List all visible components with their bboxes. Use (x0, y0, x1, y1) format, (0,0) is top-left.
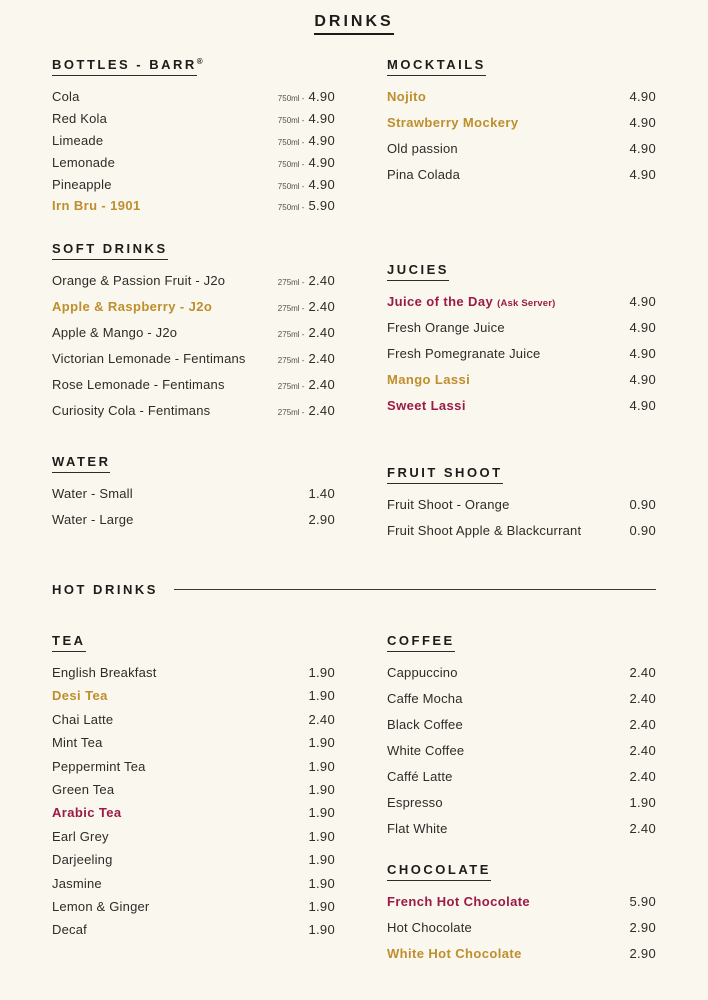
item-price-group (629, 140, 656, 158)
section-heading-text: WATER (52, 454, 110, 473)
page-title: DRINKS (314, 13, 393, 35)
item-price: 4.90 (629, 372, 656, 387)
item-price-group (629, 820, 656, 838)
item-label-group (387, 397, 466, 415)
item-price-group (629, 945, 656, 963)
item-label-group (387, 664, 458, 682)
item-label-group (52, 687, 108, 705)
bottom-left-column (52, 633, 335, 945)
item-label: French Hot Chocolate (387, 894, 531, 909)
menu-item-row (52, 298, 335, 324)
item-price-group (278, 376, 335, 394)
item-label-group (387, 690, 463, 708)
item-price: 4.90 (308, 132, 335, 148)
item-price: 1.90 (308, 852, 335, 868)
item-label: English Breakfast (52, 665, 157, 680)
item-label: Fresh Pomegranate Juice (387, 346, 541, 361)
item-label-group (387, 794, 443, 812)
item-price: 2.90 (629, 946, 656, 961)
item-price-group (629, 716, 656, 734)
item-label-group (52, 154, 115, 172)
item-price: 2.40 (308, 299, 335, 315)
item-price-group (308, 921, 335, 939)
item-size: 750ml - (277, 137, 305, 147)
section-heading (387, 862, 656, 881)
item-note: (Ask Server) (497, 298, 556, 309)
menu-item-row (52, 350, 335, 376)
item-label-group (52, 804, 122, 822)
item-price: 1.90 (308, 922, 335, 938)
item-price: 4.90 (629, 89, 656, 104)
item-label: Darjeeling (52, 852, 113, 868)
bottom-menu-grid (0, 633, 708, 971)
item-label: Lemon & Ginger (52, 898, 150, 914)
item-price: 4.90 (308, 111, 335, 127)
item-label-group (387, 742, 464, 760)
section-heading (52, 454, 335, 473)
item-label: Mint Tea (52, 735, 103, 751)
menu-item-row (387, 742, 656, 768)
item-price: 4.90 (629, 167, 656, 182)
item-price: 2.40 (308, 273, 335, 289)
item-price-group (629, 397, 656, 415)
item-price: 1.90 (308, 688, 335, 704)
item-price: 4.90 (308, 89, 335, 105)
item-label-group (52, 898, 149, 916)
item-price-group (629, 690, 656, 708)
item-size: 750ml - (277, 203, 305, 213)
item-price: 2.40 (308, 377, 335, 393)
menu-item-list (52, 664, 335, 945)
menu-item-list (387, 88, 656, 192)
menu-item-row (52, 511, 335, 537)
item-label: Water - Large (52, 512, 134, 528)
item-price: 0.90 (629, 523, 656, 538)
divider-line (174, 589, 656, 590)
item-label: Espresso (387, 795, 443, 810)
item-price-group (278, 298, 335, 316)
item-price-group (308, 734, 335, 752)
menu-item-row (52, 898, 335, 921)
item-price-group (308, 758, 335, 776)
item-price: 2.40 (629, 717, 656, 732)
menu-item-row (52, 804, 335, 827)
item-price: 1.40 (308, 486, 335, 502)
item-price: 5.90 (308, 198, 335, 214)
item-label: Fruit Shoot - Orange (387, 497, 510, 512)
menu-item-row (52, 921, 335, 944)
item-label: White Hot Chocolate (387, 946, 522, 961)
item-price-group (629, 293, 656, 311)
item-price-group (629, 794, 656, 812)
item-label-group (387, 114, 518, 132)
item-price-group (629, 768, 656, 786)
item-label: Decaf (52, 922, 87, 938)
menu-item-row (387, 114, 656, 140)
item-label: Lemonade (52, 154, 116, 170)
item-price: 1.90 (308, 758, 335, 774)
item-label: Arabic Tea (52, 805, 122, 821)
menu-item-row (387, 88, 656, 114)
item-price-group (629, 319, 656, 337)
item-price: 2.90 (308, 512, 335, 528)
menu-item-row (52, 758, 335, 781)
item-price: 2.40 (308, 711, 335, 727)
item-price: 1.90 (308, 781, 335, 797)
item-price-group (308, 804, 335, 822)
item-label: Hot Chocolate (387, 920, 472, 935)
item-price: 1.90 (308, 875, 335, 891)
item-label-group (52, 781, 114, 799)
menu-item-row (387, 371, 656, 397)
item-label-group (52, 176, 112, 194)
item-price: 4.90 (308, 176, 335, 192)
item-label: Caffe Mocha (387, 691, 463, 706)
item-price-group (629, 88, 656, 106)
menu-item-list (52, 485, 335, 537)
item-price-group (308, 711, 335, 729)
item-label: Curiosity Cola - Fentimans (52, 403, 211, 419)
item-price-group (278, 88, 335, 106)
item-price-group (278, 402, 335, 420)
item-label: Pina Colada (387, 167, 461, 182)
item-price: 4.90 (308, 154, 335, 170)
item-label: Pineapple (52, 176, 112, 192)
menu-item-row (52, 110, 335, 132)
menu-item-row (387, 794, 656, 820)
menu-item-list (52, 272, 335, 428)
item-price: 2.40 (308, 351, 335, 367)
menu-item-list (387, 664, 656, 846)
item-price: 4.90 (629, 346, 656, 361)
item-price: 1.90 (308, 828, 335, 844)
item-price: 1.90 (308, 898, 335, 914)
item-label-group (387, 919, 472, 937)
item-price-group (629, 114, 656, 132)
menu-item-row (387, 496, 656, 522)
item-label-group (387, 166, 460, 184)
item-label: Apple & Raspberry - J2o (52, 299, 213, 315)
item-price-group (308, 828, 335, 846)
menu-item-row (52, 197, 335, 219)
item-label: Caffé Latte (387, 769, 453, 784)
item-size: 275ml - (277, 304, 305, 314)
item-label-group (387, 319, 505, 337)
item-label: Fresh Orange Juice (387, 320, 505, 335)
item-price-group (278, 272, 335, 290)
item-label: Jasmine (52, 875, 102, 891)
item-size: 750ml - (277, 94, 305, 104)
item-label: Flat White (387, 821, 448, 836)
menu-item-row (52, 781, 335, 804)
item-price: 4.90 (629, 115, 656, 130)
item-price-group (278, 197, 335, 215)
menu-item-row (52, 851, 335, 874)
item-label-group (387, 293, 555, 311)
item-size: 275ml - (277, 356, 305, 366)
item-price-group (278, 324, 335, 342)
item-label-group (52, 324, 177, 342)
item-label-group (52, 711, 113, 729)
section-heading (387, 465, 656, 484)
item-label-group (387, 88, 426, 106)
section-heading-text: TEA (52, 633, 86, 652)
section-heading (52, 241, 335, 260)
item-price: 2.40 (308, 403, 335, 419)
item-price: 4.90 (629, 320, 656, 335)
item-label: Nojito (387, 89, 427, 104)
item-label: Desi Tea (52, 688, 108, 704)
menu-item-row (52, 687, 335, 710)
item-label-group (387, 496, 510, 514)
menu-item-row (387, 664, 656, 690)
item-price-group (278, 176, 335, 194)
menu-item-row (387, 945, 656, 971)
item-label-group (52, 132, 103, 150)
item-price: 2.40 (629, 821, 656, 836)
item-label: Peppermint Tea (52, 758, 146, 774)
item-size: 275ml - (277, 382, 305, 392)
menu-item-row (52, 324, 335, 350)
item-price: 2.90 (629, 920, 656, 935)
menu-item-row (52, 402, 335, 428)
item-price-group (308, 898, 335, 916)
menu-item-row (387, 397, 656, 423)
menu-item-row (387, 345, 656, 371)
menu-item-row (52, 485, 335, 511)
item-price-group (308, 485, 335, 503)
item-size: 750ml - (277, 181, 305, 191)
menu-item-row (52, 376, 335, 402)
item-label: Sweet Lassi (387, 398, 466, 413)
item-price: 2.40 (308, 325, 335, 341)
menu-item-list (387, 496, 656, 548)
top-left-column (52, 57, 335, 537)
menu-item-row (52, 828, 335, 851)
item-price-group (308, 687, 335, 705)
item-label-group (52, 511, 134, 529)
item-label: Water - Small (52, 486, 133, 502)
menu-section-water (52, 454, 335, 537)
item-label-group (52, 664, 157, 682)
item-label: Limeade (52, 132, 104, 148)
item-label-group (52, 88, 80, 106)
section-heading-text: SOFT DRINKS (52, 241, 168, 260)
item-price-group (629, 496, 656, 514)
menu-item-row (52, 664, 335, 687)
menu-item-row (52, 734, 335, 757)
section-heading-text: JUCIES (387, 262, 449, 281)
menu-section-coffee (387, 633, 656, 846)
item-price: 5.90 (629, 894, 656, 909)
item-price-group (629, 664, 656, 682)
menu-item-row (387, 293, 656, 319)
item-price-group (629, 522, 656, 540)
item-label-group (52, 875, 102, 893)
item-price-group (308, 781, 335, 799)
item-label-group (387, 371, 470, 389)
item-price-group (308, 511, 335, 529)
item-price-group (629, 742, 656, 760)
item-label: Cappuccino (387, 665, 458, 680)
menu-section-tea (52, 633, 335, 945)
item-label: Fruit Shoot Apple & Blackcurrant (387, 523, 582, 538)
item-label-group (52, 376, 225, 394)
hot-drinks-label: HOT DRINKS (52, 582, 158, 597)
title-wrap (0, 0, 708, 35)
item-price: 2.40 (629, 665, 656, 680)
item-label-group (52, 851, 113, 869)
section-heading-text: BOTTLES - BARR (52, 57, 197, 76)
item-label-group (52, 734, 103, 752)
menu-section-fruit-shoot (387, 465, 656, 548)
item-label: Cola (52, 89, 80, 105)
menu-item-row (387, 166, 656, 192)
menu-item-list (387, 293, 656, 423)
item-price-group (278, 350, 335, 368)
menu-item-row (387, 690, 656, 716)
item-label: Strawberry Mockery (387, 115, 519, 130)
item-label-group (52, 298, 212, 316)
item-label-group (387, 716, 463, 734)
item-label: Juice of the Day (387, 294, 494, 309)
item-label: Irn Bru - 1901 (52, 198, 141, 214)
item-price-group (629, 919, 656, 937)
item-label: Orange & Passion Fruit - J2o (52, 273, 226, 289)
item-label: Chai Latte (52, 711, 114, 727)
item-price: 2.40 (629, 691, 656, 706)
item-price-group (278, 110, 335, 128)
menu-item-row (52, 272, 335, 298)
item-label-group (52, 350, 246, 368)
item-label: Rose Lemonade - Fentimans (52, 377, 225, 393)
item-label: Old passion (387, 141, 458, 156)
menu-section-mocktails (387, 57, 656, 192)
menu-section-bottles-barr (52, 57, 335, 219)
menu-section-jucies (387, 262, 656, 423)
item-price: 4.90 (629, 294, 656, 309)
menu-item-row (387, 919, 656, 945)
menu-item-row (387, 140, 656, 166)
section-heading-text: MOCKTAILS (387, 57, 486, 76)
item-label: Red Kola (52, 111, 108, 127)
menu-item-list (52, 88, 335, 219)
item-label-group (52, 110, 107, 128)
item-label-group (52, 197, 141, 215)
item-label-group (387, 945, 522, 963)
item-label-group (387, 820, 448, 838)
menu-item-row (52, 88, 335, 110)
item-label: White Coffee (387, 743, 465, 758)
item-label: Mango Lassi (387, 372, 471, 387)
item-label: Apple & Mango - J2o (52, 325, 178, 341)
item-price-group (308, 664, 335, 682)
item-price: 0.90 (629, 497, 656, 512)
item-label-group (387, 140, 458, 158)
item-price: 1.90 (308, 805, 335, 821)
bottom-right-column (387, 633, 656, 971)
section-heading (387, 262, 656, 281)
section-heading (52, 633, 335, 652)
menu-item-row (52, 132, 335, 154)
item-label-group (52, 758, 146, 776)
top-menu-grid (0, 57, 708, 548)
section-heading (387, 633, 656, 652)
item-price-group (278, 154, 335, 172)
item-label-group (52, 485, 133, 503)
menu-item-row (52, 176, 335, 198)
menu-item-row (387, 820, 656, 846)
item-price-group (629, 345, 656, 363)
item-price: 4.90 (629, 398, 656, 413)
item-price-group (308, 875, 335, 893)
item-price-group (308, 851, 335, 869)
item-label: Black Coffee (387, 717, 463, 732)
menu-item-row (387, 319, 656, 345)
item-label: Victorian Lemonade - Fentimans (52, 351, 246, 367)
item-price: 2.40 (629, 769, 656, 784)
item-size: 275ml - (277, 278, 305, 288)
item-price-group (629, 893, 656, 911)
item-size: 275ml - (277, 408, 305, 418)
item-label-group (52, 828, 109, 846)
section-heading (52, 57, 335, 76)
item-price: 4.90 (629, 141, 656, 156)
menu-item-row (52, 711, 335, 734)
item-label-group (387, 522, 581, 540)
item-price: 1.90 (629, 795, 656, 810)
item-label: Green Tea (52, 781, 115, 797)
item-price-group (629, 166, 656, 184)
item-price-group (629, 371, 656, 389)
item-price-group (278, 132, 335, 150)
item-price: 1.90 (308, 665, 335, 680)
item-size: 275ml - (277, 330, 305, 340)
item-price: 1.90 (308, 735, 335, 751)
item-label: Earl Grey (52, 828, 109, 844)
item-label-group (52, 921, 87, 939)
menu-item-row (387, 522, 656, 548)
item-label-group (387, 345, 540, 363)
section-heading-text: CHOCOLATE (387, 862, 491, 881)
hot-drinks-divider (0, 582, 708, 597)
item-label-group (52, 272, 225, 290)
item-price: 2.40 (629, 743, 656, 758)
menu-section-soft-drinks (52, 241, 335, 428)
item-size: 750ml - (277, 116, 305, 126)
menu-item-row (52, 875, 335, 898)
item-label-group (52, 402, 210, 420)
menu-item-row (387, 716, 656, 742)
section-heading (387, 57, 656, 76)
item-label-group (387, 768, 453, 786)
item-size: 750ml - (277, 159, 305, 169)
section-heading-text: FRUIT SHOOT (387, 465, 503, 484)
menu-item-list (387, 893, 656, 971)
top-right-column (387, 57, 656, 548)
menu-item-row (387, 768, 656, 794)
item-label-group (387, 893, 530, 911)
registered-mark: ® (196, 57, 203, 66)
menu-section-chocolate (387, 862, 656, 971)
menu-item-row (52, 154, 335, 176)
menu-item-row (387, 893, 656, 919)
section-heading-text: COFFEE (387, 633, 455, 652)
